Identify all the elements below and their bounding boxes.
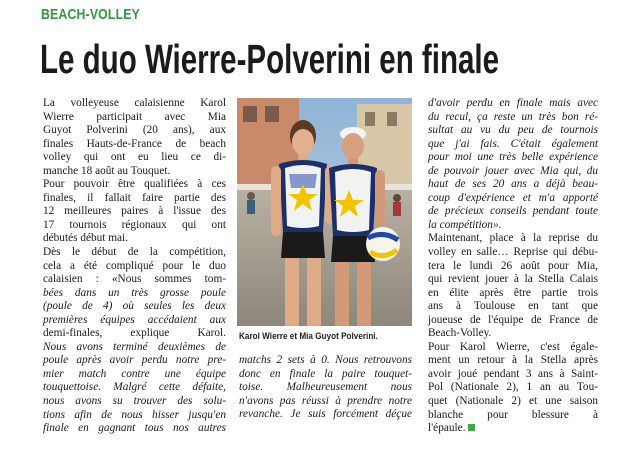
photo-caption: Karol Wierre et Mia Guyot Polverini.: [239, 331, 378, 342]
text-line: calaisien : «Nous sommes tom-: [43, 273, 226, 286]
section-kicker: BEACH-VOLLEY: [41, 6, 141, 23]
text-line: quet (Nationale 2) et une saison: [428, 395, 598, 408]
text-line: toise. Malheureusement nous: [239, 381, 412, 394]
text-line: pour moi une très belle expérience: [428, 151, 598, 164]
text-line: matchs 2 sets à 0. Nous retrouvons: [239, 354, 412, 366]
text-line: joueuse de l'équipe de France de: [428, 313, 598, 326]
text-line: Pour Karol Wierre, c'est égale-: [428, 340, 598, 353]
photo-of-two-volleyball-players-icon: [237, 98, 412, 326]
text-line: sultat au vu du peu de tournois: [428, 124, 598, 137]
text-line: d'avoir perdu en finale mais avec: [428, 97, 598, 109]
text-line: tera le lundi 26 août pour Mia,: [428, 259, 598, 272]
text-line: poule après avoir perdu notre pre-: [43, 354, 226, 367]
text-line: (poule de 4) où seules les deux: [43, 300, 226, 313]
text-line: n'avons pas réussi à prendre notre: [239, 394, 412, 407]
article-column-2: [239, 354, 412, 422]
end-of-article-square-icon: [468, 424, 475, 431]
text-line: Nous avons terminé deuxièmes de: [43, 340, 226, 353]
text-line: Guyot Polverini (20 ans), aux: [43, 124, 226, 137]
text-line: la compétition».: [428, 218, 502, 231]
text-line: en élite après être partie trois: [428, 286, 598, 299]
text-line: La volleyeuse calaisienne Karol: [43, 97, 226, 109]
text-line: volley qui ont eu lieu ce di-: [43, 151, 226, 164]
text-line: 17 tournois régionaux qui ont: [43, 218, 226, 231]
text-line: demi-finales, explique Karol.: [43, 327, 226, 340]
text-line: premières équipes accédaient aux: [43, 313, 226, 326]
text-line: Maintenant, place à la reprise du: [428, 232, 598, 245]
text-line: qui revient jouer à la Stella Calais: [428, 273, 598, 286]
text-line: ans à Toulouse en tant que: [428, 300, 598, 313]
text-line: Dès le début de la compétition,: [43, 246, 226, 259]
text-line: que j'ai fais. C'était également: [428, 137, 598, 150]
text-line: blanche pour blessure à: [428, 408, 598, 421]
text-line: finales, il fallait faire partie des: [43, 191, 226, 204]
text-line: finale en gagnant tous nos autres: [43, 422, 226, 435]
text-line: revanche. Je suis forcément déçue: [239, 408, 412, 421]
text-line: manche 18 août au Touquet.: [43, 164, 171, 177]
article-photo: [237, 98, 412, 326]
text-line: Beach-Volley.: [428, 327, 492, 340]
text-line: avoir joué pendant 3 ans à Saint-: [428, 367, 598, 380]
article-headline: Le duo Wierre-Polverini en finale: [40, 36, 500, 82]
text-line: Pol (Nationale 2), 1 an au Tou-: [428, 381, 598, 394]
text-line: finales Hauts-de-France de beach: [43, 137, 226, 150]
text-line: Pour pouvoir être qualifiées à ces: [43, 178, 226, 191]
text-line: Wierre participait avec Mia: [43, 110, 226, 123]
text-line: de pouvoir jouer avec Mia qui, du: [428, 164, 598, 177]
text-line: bées dans un très grosse poule: [43, 286, 226, 299]
text-line: haut de ses 20 ans a déjà beau-: [428, 178, 598, 191]
text-line: volley en salle… Reprise qui débu-: [428, 246, 598, 259]
article-column-3: [428, 97, 598, 436]
text-line: mier match contre une équipe: [43, 367, 226, 380]
text-line: nous avons su trouver des solu-: [43, 395, 226, 408]
text-line: l'épaule.: [428, 422, 598, 436]
text-line: 12 meilleures paires à l'issue des: [43, 205, 226, 218]
text-line: du recul, ça reste un très bon ré-: [428, 110, 598, 123]
text-line: ment un retour à la Stella après: [428, 354, 598, 367]
article-column-1: [43, 97, 226, 436]
text-line: tions afin de nous hisser jusqu'en: [43, 408, 226, 421]
text-line: touquettoise. Malgré cette défaite,: [43, 381, 226, 394]
text-line: de précieux conseils pendant toute: [428, 205, 598, 218]
text-line: donc en finale la paire touquet-: [239, 367, 412, 380]
text-line: cela a été compliqué pour le duo: [43, 259, 226, 272]
text-line: débutés début mai.: [43, 232, 129, 245]
text-line: coup d'expérience et m'a apporté: [428, 191, 598, 204]
